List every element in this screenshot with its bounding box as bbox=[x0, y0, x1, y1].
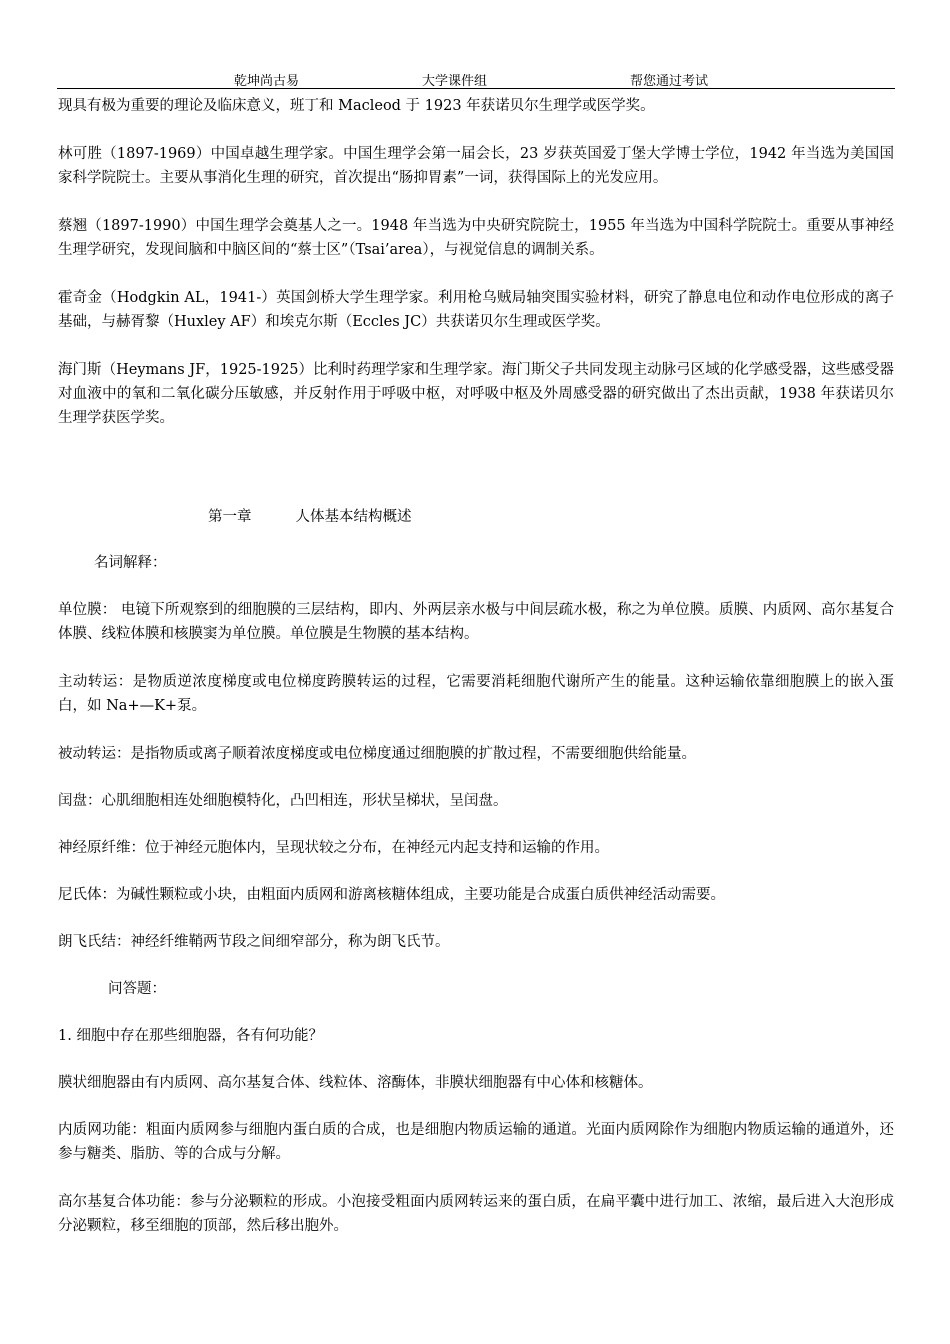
header-right-text: 帮您通过考试 bbox=[630, 74, 709, 89]
header-divider bbox=[57, 88, 895, 89]
qa-answer-organelles: 膜状细胞器由有内质网、高尔基复合体、线粒体、溶酶体，非膜状细胞器有中心体和核糖体。 bbox=[58, 1075, 653, 1091]
glossary-passive-transport: 被动转运：是指物质或离子顺着浓度梯度或电位梯度通过细胞膜的扩散过程，不需要细胞供给能量。 bbox=[58, 746, 696, 762]
glossary-nissl-body: 尼氏体：为碱性颗粒或小块，由粗面内质网和游离核糖体组成，主要功能是合成蛋白质供神经活动需要。 bbox=[58, 887, 725, 903]
paragraph-hodgkin: 霍奇金（Hodgkin AL，1941-）英国剑桥大学生理学家。利用枪乌贼局轴突围实验材料，研究了静息电位和动作电位形成的离子基础，与赫胥黎（Huxley AF）和埃克尔斯（Eccles JC）共获诺贝尔生理或医学奖。 bbox=[58, 290, 894, 330]
glossary-node-of-ranvier: 朗飞氏结：神经纤维鞘两节段之间细窄部分，称为朗飞氏节。 bbox=[58, 934, 450, 950]
glossary-active-transport: 主动转运：是物质逆浓度梯度或电位梯度跨膜转运的过程，它需要消耗细胞代谢所产生的能量。这种运输依靠细胞膜上的嵌入蛋白，如 Na+—K+泵。 bbox=[58, 674, 894, 714]
header-center-text: 大学课件组 bbox=[422, 74, 488, 89]
paragraph-lin-kesheng: 林可胜（1897-1969）中国卓越生理学家。中国生理学会第一届会长，23 岁获英国爱丁堡大学博士学位，1942 年当选为美国国家科学院院士。主要从事消化生理的研究，首次提出“肠抑胃素”一词，获得国际上的光发应用。 bbox=[58, 146, 894, 186]
qa-heading: 问答题： bbox=[108, 981, 166, 997]
chapter-title: 人体基本结构概述 bbox=[295, 509, 412, 525]
qa-answer-golgi-function: 高尔基复合体功能：参与分泌颗粒的形成。小泡接受粗面内质网转运来的蛋白质，在扁平囊中进行加工、浓缩，最后进入大泡形成分泌颗粒，移至细胞的顶部，然后移出胞外。 bbox=[58, 1194, 894, 1234]
glossary-neurofibril: 神经原纤维：位于神经元胞体内，呈现状较之分布，在神经元内起支持和运输的作用。 bbox=[58, 840, 609, 856]
glossary-unit-membrane: 单位膜： 电镜下所观察到的细胞膜的三层结构，即内、外两层亲水极与中间层疏水极，称之为单位膜。质膜、内质网、高尔基复合体膜、线粒体膜和核膜窦为单位膜。单位膜是生物膜的基本结构。 bbox=[58, 602, 894, 642]
glossary-intercalated-disc: 闰盘：心肌细胞相连处细胞模特化，凸凹相连，形状呈梯状，呈闰盘。 bbox=[58, 793, 508, 809]
paragraph-heymans: 海门斯（Heymans JF，1925-1925）比利时药理学家和生理学家。海门斯父子共同发现主动脉弓区域的化学感受器，这些感受器对血液中的氧和二氧化碳分压敏感，并反射作用于呼吸中枢，对呼吸中枢及外周感受器的研究做出了杰出贡献，1938 年获诺贝尔生理学获医学奖。 bbox=[58, 362, 894, 426]
chapter-number: 第一章 bbox=[208, 509, 252, 525]
qa-answer-er-function: 内质网功能：粗面内质网参与细胞内蛋白质的合成，也是细胞内物质运输的通道。光面内质网除作为细胞内物质运输的通道外，还参与糖类、脂肪、等的合成与分解。 bbox=[58, 1122, 894, 1162]
paragraph-cai-qiao: 蔡翘（1897-1990）中国生理学会奠基人之一。1948 年当选为中央研究院院士，1955 年当选为中国科学院院士。重要从事神经生理学研究，发现间脑和中脑区间的“蔡士区”（Tsai’area），与视觉信息的调制关系。 bbox=[58, 218, 894, 258]
qa-question-1: 1. 细胞中存在那些细胞器，各有何功能？ bbox=[58, 1028, 323, 1044]
chapter-heading bbox=[208, 506, 412, 528]
glossary-heading: 名词解释： bbox=[94, 555, 167, 571]
header-left-text: 乾坤尚古易 bbox=[234, 74, 300, 89]
paragraph-banting: 现具有极为重要的理论及临床意义，班丁和 Macleod 于 1923 年获诺贝尔生理学或医学奖。 bbox=[58, 98, 655, 114]
